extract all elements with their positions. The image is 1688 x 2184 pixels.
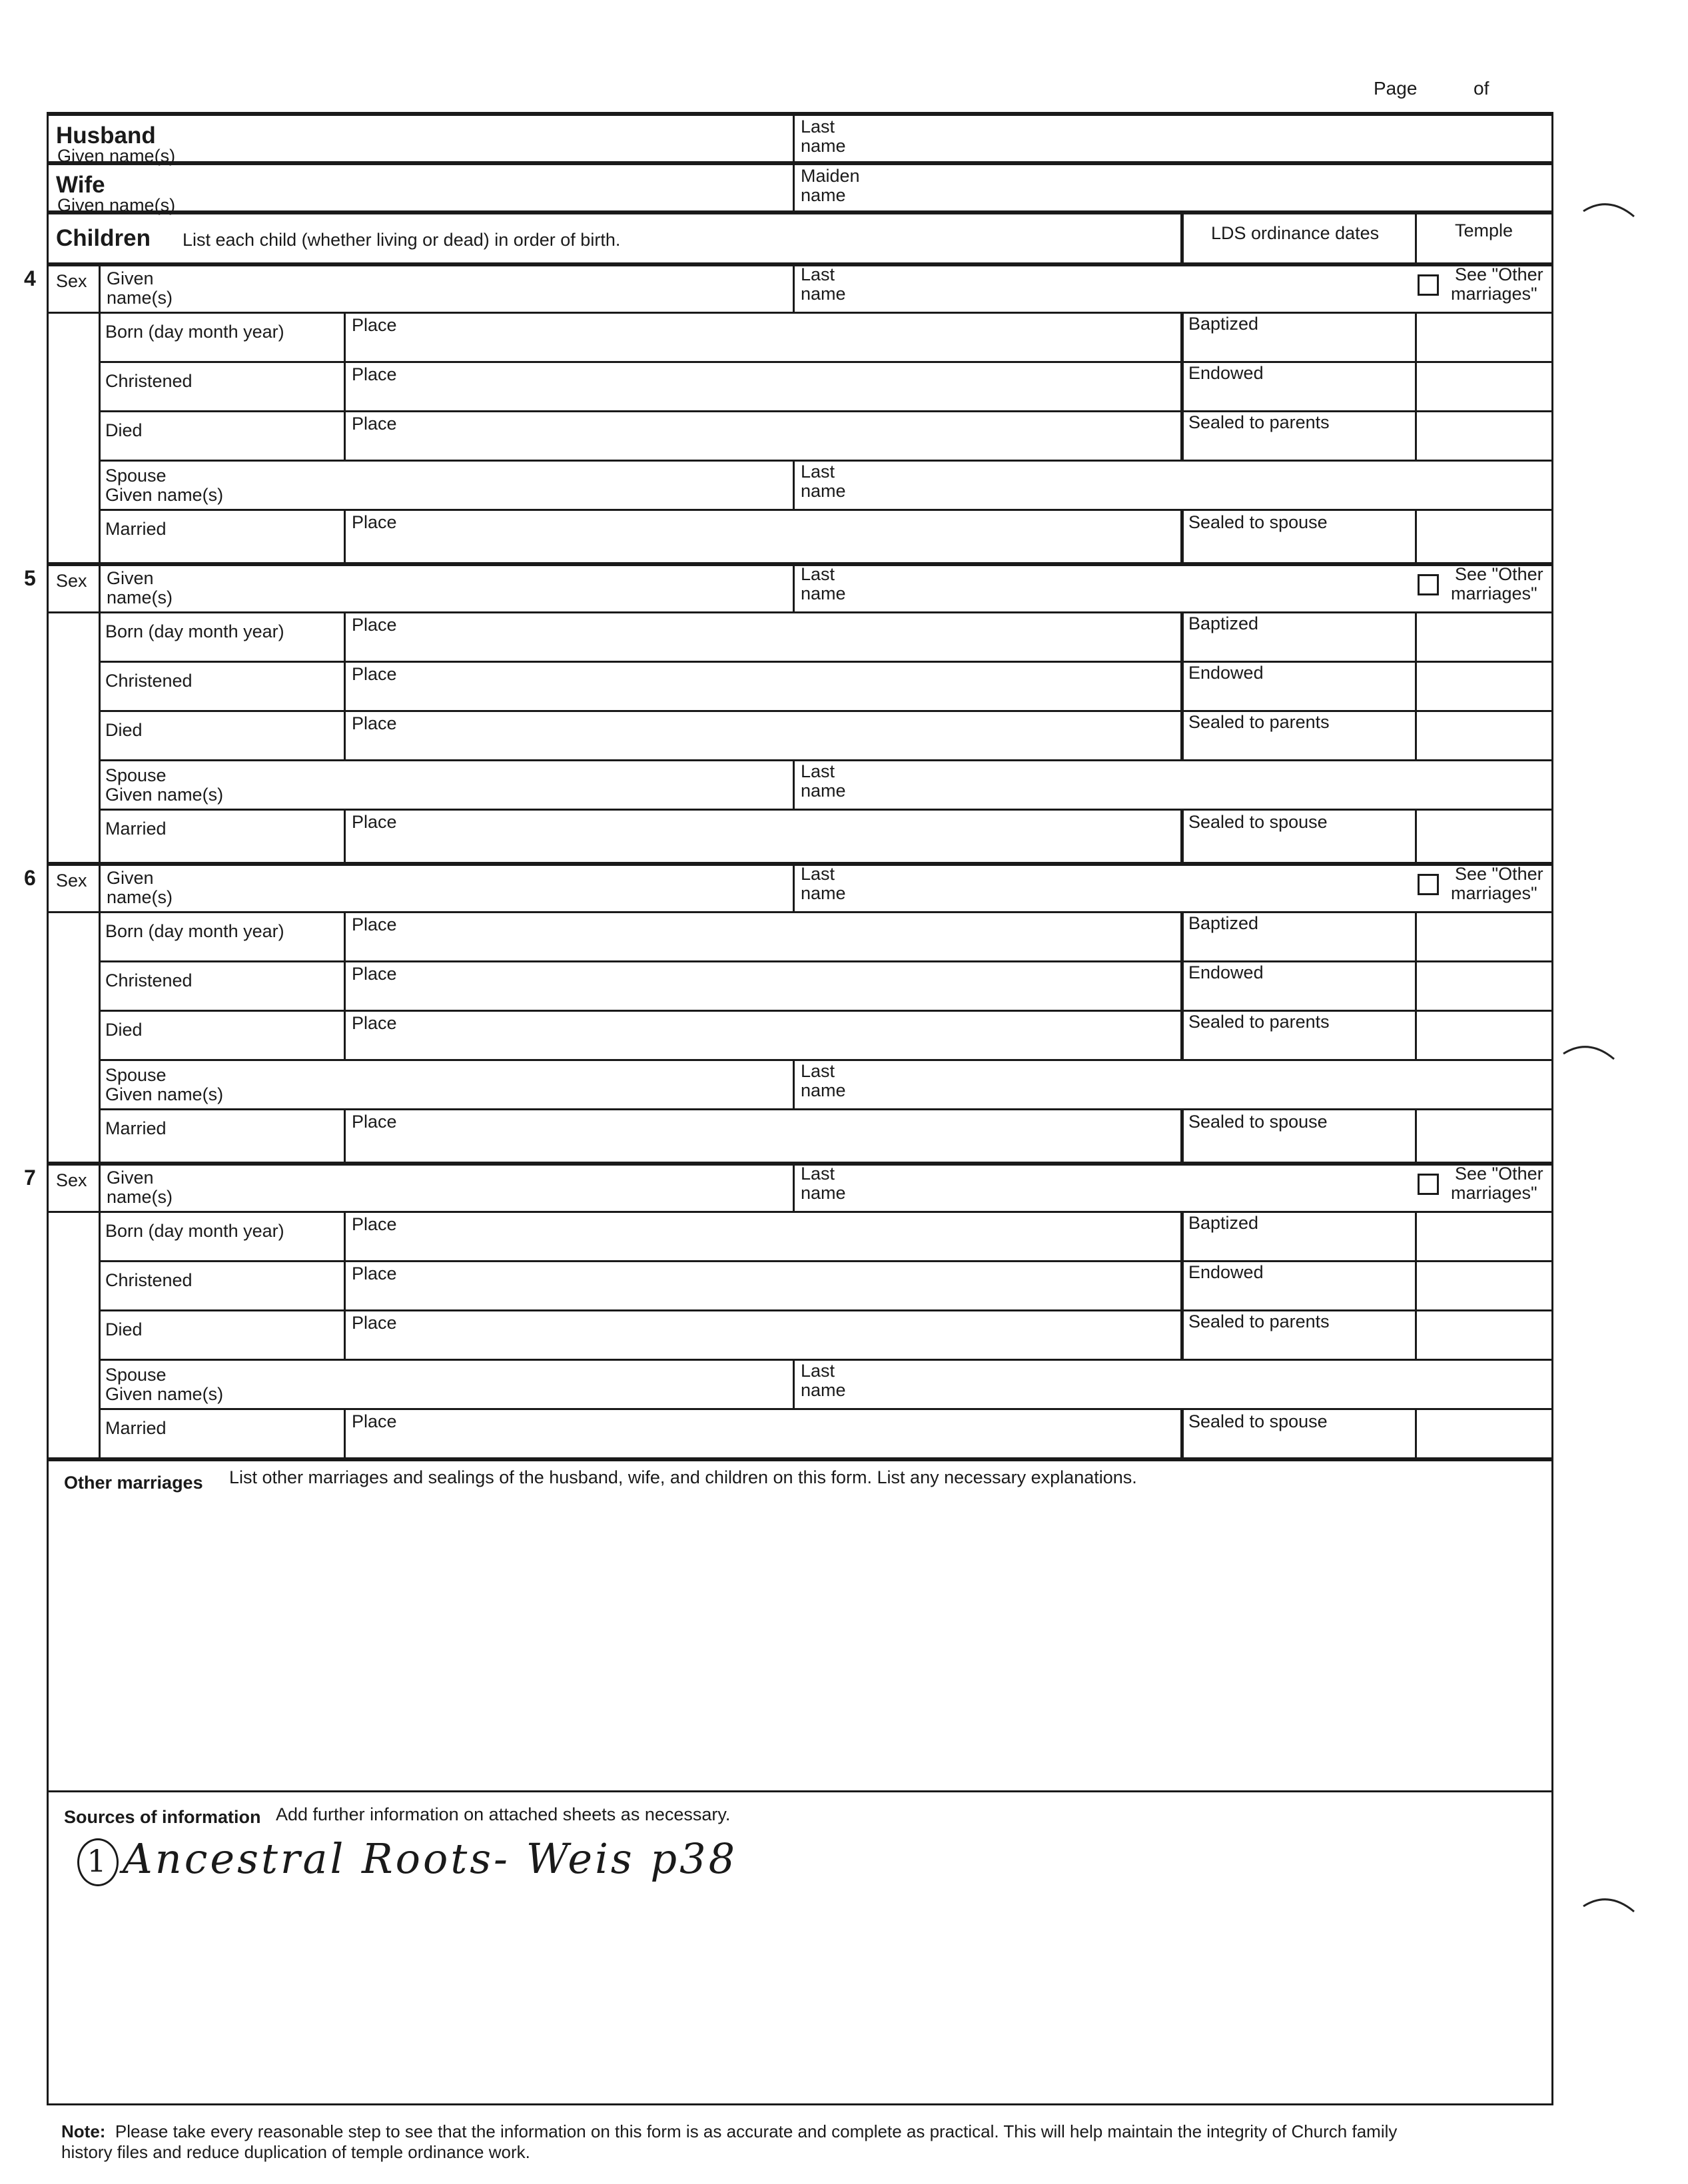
- child-3-sex-divider: [99, 862, 101, 1162]
- child-4-died-place-label: Place: [352, 1313, 397, 1333]
- children-instruction: List each child (whether living or dead) in order of birth.: [183, 230, 621, 250]
- child-4-born-label: Born (day month year): [105, 1221, 284, 1241]
- child-4-sex-label: Sex: [56, 1170, 87, 1190]
- child-1-born-place-label: Place: [352, 315, 397, 335]
- child-1-top-border: [47, 262, 1553, 266]
- handwritten-circle-number: 1: [77, 1838, 119, 1886]
- child-1-spouse-label: Spouse: [105, 466, 167, 486]
- child-1-last-label: Last: [801, 264, 835, 284]
- child-2-died-place-divider: [344, 710, 346, 759]
- child-1-married-label: Married: [105, 519, 167, 539]
- child-3-christened-row-bottom: [100, 1010, 1553, 1012]
- child-1-see-other-label: See "Other: [1455, 264, 1543, 284]
- child-4-baptized-label: Baptized: [1188, 1213, 1259, 1233]
- child-2-sealed_parents-temple-divider: [1415, 710, 1417, 759]
- child-3-sex-label: Sex: [56, 871, 87, 891]
- child-3-top-border: [47, 862, 1553, 866]
- husband-given-label: Given name(s): [57, 146, 176, 166]
- child-1-baptized-temple-divider: [1415, 312, 1417, 361]
- child-4-spouse-last-label: Last: [801, 1361, 835, 1381]
- child-2-given-label: Given: [107, 568, 154, 588]
- child-2-endowed-temple-divider: [1415, 661, 1417, 710]
- child-3-other-marriages-checkbox[interactable]: [1418, 874, 1439, 895]
- sources-instruction: Add further information on attached sheets as necessary.: [276, 1804, 731, 1824]
- child-2-sealed_parents-divider: [1180, 710, 1184, 759]
- child-2-sex-divider: [99, 562, 101, 862]
- child-3-spouse-label-2: Given name(s): [105, 1084, 224, 1104]
- child-2-christened-label: Christened: [105, 671, 193, 691]
- child-3-married-place-divider: [344, 1108, 346, 1162]
- child-4-sealed_parents-temple-divider: [1415, 1309, 1417, 1359]
- child-2-born-row-bottom: [100, 661, 1553, 663]
- child-3-baptized-divider: [1180, 911, 1184, 960]
- child-2-see-other-label-2: marriages": [1451, 583, 1537, 603]
- child-4-born-row-bottom: [100, 1260, 1553, 1262]
- child-3-born-place-divider: [344, 911, 346, 960]
- child-4-sealed-spouse-divider: [1180, 1408, 1184, 1461]
- child-4-spouse-label-2: Given name(s): [105, 1384, 224, 1404]
- child-4-sex-bottom: [47, 1211, 100, 1213]
- wife-title: Wife: [56, 172, 105, 198]
- child-2-endowed-divider: [1180, 661, 1184, 710]
- child-2-married-place-divider: [344, 809, 346, 862]
- child-2-married-place-label: Place: [352, 812, 397, 832]
- child-1-sealed-spouse-label: Sealed to spouse: [1188, 512, 1328, 532]
- child-2-spouse-last-label-2: name: [801, 781, 846, 801]
- child-4-died-place-divider: [344, 1309, 346, 1359]
- child-4-sealed-spouse-temple-divider: [1415, 1408, 1417, 1461]
- child-3-given-row-bottom: [99, 911, 1553, 913]
- child-1-spouse-last-label-2: name: [801, 481, 846, 501]
- child-2-christened-row-bottom: [100, 710, 1553, 712]
- child-1-given-label-2: name(s): [107, 288, 173, 308]
- other-marriages-instruction: List other marriages and sealings of the husband, wife, and children on this form. List any necessary explanations.: [229, 1467, 1137, 1487]
- child-2-last-label-2: name: [801, 583, 846, 603]
- child-2-spouse-last-label: Last: [801, 761, 835, 781]
- child-1-sealed_parents-temple-divider: [1415, 410, 1417, 460]
- child-4-see-other-label-2: marriages": [1451, 1183, 1537, 1203]
- child-4-top-border: [47, 1162, 1553, 1166]
- child-4-christened-place-divider: [344, 1260, 346, 1309]
- child-4-married-place-divider: [344, 1408, 346, 1461]
- child-3-last-label-2: name: [801, 883, 846, 903]
- child-3-sealed-spouse-label: Sealed to spouse: [1188, 1112, 1328, 1132]
- child-2-died-label: Died: [105, 720, 143, 740]
- wife-maiden-label-2: name: [801, 185, 846, 205]
- child-3-spouse-last-label: Last: [801, 1061, 835, 1081]
- child-4-christened-label: Christened: [105, 1270, 193, 1290]
- child-4-christened-place-label: Place: [352, 1264, 397, 1283]
- child-1-endowed-temple-divider: [1415, 361, 1417, 410]
- child-4-baptized-temple-divider: [1415, 1211, 1417, 1260]
- child-1-died-label: Died: [105, 420, 143, 440]
- child-4-christened-row-bottom: [100, 1309, 1553, 1311]
- margin-mark: [1562, 1039, 1615, 1066]
- child-4-endowed-divider: [1180, 1260, 1184, 1309]
- child-1-number: 4: [24, 266, 36, 290]
- child-1-sex-divider: [99, 262, 101, 562]
- child-3-sex-bottom: [47, 911, 100, 913]
- child-3-died-label: Died: [105, 1020, 143, 1040]
- child-1-died-place-label: Place: [352, 414, 397, 434]
- child-3-last-label: Last: [801, 864, 835, 884]
- child-3-christened-place-label: Place: [352, 964, 397, 984]
- child-2-born-place-divider: [344, 611, 346, 661]
- child-3-sealed_parents-temple-divider: [1415, 1010, 1417, 1059]
- child-2-baptized-temple-divider: [1415, 611, 1417, 661]
- child-1-baptized-divider: [1180, 312, 1184, 361]
- margin-mark: [1582, 1892, 1635, 1918]
- husband-last-label: Last: [801, 117, 835, 137]
- child-2-top-border: [47, 562, 1553, 566]
- child-2-endowed-label: Endowed: [1188, 663, 1264, 683]
- child-3-born-label: Born (day month year): [105, 921, 284, 941]
- note-title: Note:: [61, 2121, 106, 2141]
- child-3-christened-label: Christened: [105, 970, 193, 990]
- child-2-sex-bottom: [47, 611, 100, 613]
- child-3-spouse-label: Spouse: [105, 1065, 167, 1085]
- child-4-spouse-last-label-2: name: [801, 1380, 846, 1400]
- child-3-number: 6: [24, 866, 36, 890]
- child-4-sealed_parents-label: Sealed to parents: [1188, 1311, 1330, 1331]
- child-4-died-label: Died: [105, 1319, 143, 1339]
- husband-bottom: [47, 161, 1553, 165]
- child-2-died-place-label: Place: [352, 713, 397, 733]
- child-4-sealed_parents-divider: [1180, 1309, 1184, 1359]
- child-2-spouse-last-divider: [793, 759, 795, 809]
- child-3-born-place-label: Place: [352, 914, 397, 934]
- margin-mark: [1582, 196, 1635, 223]
- child-4-baptized-divider: [1180, 1211, 1184, 1260]
- handwritten-source-text: Ancestral Roots- Weis p38: [123, 1834, 738, 1883]
- child-3-last-divider: [793, 862, 795, 911]
- note-line-1: [61, 2122, 1397, 2141]
- child-3-see-other-label: See "Other: [1455, 864, 1543, 884]
- child-4-married-place-label: Place: [352, 1411, 397, 1431]
- children-header-divider: [1180, 212, 1184, 262]
- child-4-endowed-label: Endowed: [1188, 1262, 1264, 1282]
- child-4-born-place-label: Place: [352, 1214, 397, 1234]
- child-2-spouse-label-2: Given name(s): [105, 785, 224, 805]
- child-1-died-place-divider: [344, 410, 346, 460]
- child-1-sealed-spouse-divider: [1180, 509, 1184, 562]
- child-1-sealed_parents-divider: [1180, 410, 1184, 460]
- child-2-married-label: Married: [105, 819, 167, 839]
- child-1-married-place-divider: [344, 509, 346, 562]
- form-left-border: [47, 112, 49, 2105]
- child-4-given-label-2: name(s): [107, 1187, 173, 1207]
- child-2-other-marriages-checkbox[interactable]: [1418, 574, 1439, 595]
- child-2-last-label: Last: [801, 564, 835, 584]
- child-1-see-other-label-2: marriages": [1451, 284, 1537, 304]
- child-1-spouse-last-divider: [793, 460, 795, 509]
- child-3-married-place-label: Place: [352, 1112, 397, 1132]
- child-3-christened-place-divider: [344, 960, 346, 1010]
- child-3-see-other-label-2: marriages": [1451, 883, 1537, 903]
- child-3-married-label: Married: [105, 1118, 167, 1138]
- child-1-married-place-label: Place: [352, 512, 397, 532]
- child-1-christened-row-bottom: [100, 410, 1553, 412]
- child-3-died-place-label: Place: [352, 1013, 397, 1033]
- child-2-given-row-bottom: [99, 611, 1553, 613]
- child-1-endowed-divider: [1180, 361, 1184, 410]
- child-4-sex-divider: [99, 1162, 101, 1461]
- child-3-sealed-spouse-divider: [1180, 1108, 1184, 1162]
- wife-maiden-label: Maiden: [801, 166, 860, 186]
- child-2-spouse-row-bottom: [100, 809, 1553, 811]
- form-bottom-border: [47, 2103, 1553, 2105]
- child-4-sealed-spouse-label: Sealed to spouse: [1188, 1411, 1328, 1431]
- child-1-born-row-bottom: [100, 361, 1553, 363]
- child-2-last-divider: [793, 562, 795, 611]
- child-1-sealed_parents-label: Sealed to parents: [1188, 412, 1330, 432]
- child-2-given-label-2: name(s): [107, 587, 173, 607]
- note-line-2: history files and reduce duplication of temple ordinance work.: [61, 2142, 530, 2162]
- child-1-given-label: Given: [107, 268, 154, 288]
- child-4-given-label: Given: [107, 1168, 154, 1188]
- child-1-sex-bottom: [47, 312, 100, 314]
- wife-given-label: Given name(s): [57, 195, 176, 215]
- child-1-sealed-spouse-temple-divider: [1415, 509, 1417, 562]
- family-group-form: [24, 112, 1553, 2110]
- child-2-sealed_parents-label: Sealed to parents: [1188, 712, 1330, 732]
- child-1-last-divider: [793, 262, 795, 312]
- child-4-other-marriages-checkbox[interactable]: [1418, 1174, 1439, 1195]
- husband-last-label-2: name: [801, 136, 846, 156]
- child-1-given-row-bottom: [99, 312, 1553, 314]
- child-3-baptized-temple-divider: [1415, 911, 1417, 960]
- child-2-spouse-label: Spouse: [105, 765, 167, 785]
- note-text-1: Please take every reasonable step to see that the information on this form is as accurate and complete as practical. This will help maintain the integrity of Church family: [115, 2121, 1398, 2141]
- child-2-christened-place-label: Place: [352, 664, 397, 684]
- lds-ordinance-label: LDS ordinance dates: [1211, 223, 1380, 243]
- child-1-born-place-divider: [344, 312, 346, 361]
- wife-bottom: [47, 210, 1553, 214]
- child-1-other-marriages-checkbox[interactable]: [1418, 274, 1439, 296]
- child-2-sealed-spouse-temple-divider: [1415, 809, 1417, 862]
- child-3-spouse-last-label-2: name: [801, 1080, 846, 1100]
- child-1-born-label: Born (day month year): [105, 322, 284, 342]
- child-1-spouse-label-2: Given name(s): [105, 485, 224, 505]
- child-4-last-label: Last: [801, 1164, 835, 1184]
- child-4-endowed-temple-divider: [1415, 1260, 1417, 1309]
- child-3-endowed-divider: [1180, 960, 1184, 1010]
- child-4-last-divider: [793, 1162, 795, 1211]
- child-1-christened-place-divider: [344, 361, 346, 410]
- other-marriages-top: [47, 1457, 1553, 1461]
- child-3-sealed_parents-divider: [1180, 1010, 1184, 1059]
- child-3-died-place-divider: [344, 1010, 346, 1059]
- child-1-christened-label: Christened: [105, 371, 193, 391]
- child-4-spouse-label: Spouse: [105, 1365, 167, 1385]
- of-label: of: [1474, 78, 1489, 99]
- temple-header-divider: [1415, 212, 1417, 262]
- child-2-baptized-divider: [1180, 611, 1184, 661]
- child-2-see-other-label: See "Other: [1455, 564, 1543, 584]
- child-3-born-row-bottom: [100, 960, 1553, 962]
- children-title: Children: [56, 225, 151, 251]
- child-2-sex-label: Sex: [56, 571, 87, 591]
- child-3-sealed_parents-label: Sealed to parents: [1188, 1012, 1330, 1032]
- child-1-christened-place-label: Place: [352, 364, 397, 384]
- child-2-born-place-label: Place: [352, 615, 397, 635]
- child-3-spouse-last-divider: [793, 1059, 795, 1108]
- form-top-border: [47, 112, 1553, 116]
- child-3-endowed-temple-divider: [1415, 960, 1417, 1010]
- child-1-baptized-label: Baptized: [1188, 314, 1259, 334]
- child-1-sex-label: Sex: [56, 271, 87, 291]
- child-4-spouse-last-divider: [793, 1359, 795, 1408]
- child-3-spouse-row-bottom: [100, 1108, 1553, 1110]
- child-3-endowed-label: Endowed: [1188, 962, 1264, 982]
- child-4-last-label-2: name: [801, 1183, 846, 1203]
- child-4-see-other-label: See "Other: [1455, 1164, 1543, 1184]
- child-4-born-place-divider: [344, 1211, 346, 1260]
- other-marriages-title: Other marriages: [64, 1473, 203, 1493]
- handwritten-source-entry: [77, 1834, 737, 1886]
- husband-title: Husband: [56, 123, 156, 149]
- child-4-spouse-row-bottom: [100, 1408, 1553, 1410]
- child-2-baptized-label: Baptized: [1188, 613, 1259, 633]
- child-2-number: 5: [24, 566, 36, 590]
- child-3-baptized-label: Baptized: [1188, 913, 1259, 933]
- child-3-given-label: Given: [107, 868, 154, 888]
- child-3-sealed-spouse-temple-divider: [1415, 1108, 1417, 1162]
- child-1-spouse-row-bottom: [100, 509, 1553, 511]
- other-marriages-bottom: [47, 1790, 1553, 1792]
- child-1-endowed-label: Endowed: [1188, 363, 1264, 383]
- child-1-last-label-2: name: [801, 284, 846, 304]
- sources-title: Sources of information: [64, 1807, 261, 1827]
- child-1-spouse-last-label: Last: [801, 462, 835, 482]
- child-2-sealed-spouse-divider: [1180, 809, 1184, 862]
- child-4-given-row-bottom: [99, 1211, 1553, 1213]
- child-2-sealed-spouse-label: Sealed to spouse: [1188, 812, 1328, 832]
- child-2-born-label: Born (day month year): [105, 621, 284, 641]
- temple-label: Temple: [1455, 220, 1513, 240]
- child-3-given-label-2: name(s): [107, 887, 173, 907]
- child-4-number: 7: [24, 1166, 36, 1190]
- child-2-christened-place-divider: [344, 661, 346, 710]
- child-4-married-label: Married: [105, 1418, 167, 1438]
- page-label: Page: [1374, 78, 1418, 99]
